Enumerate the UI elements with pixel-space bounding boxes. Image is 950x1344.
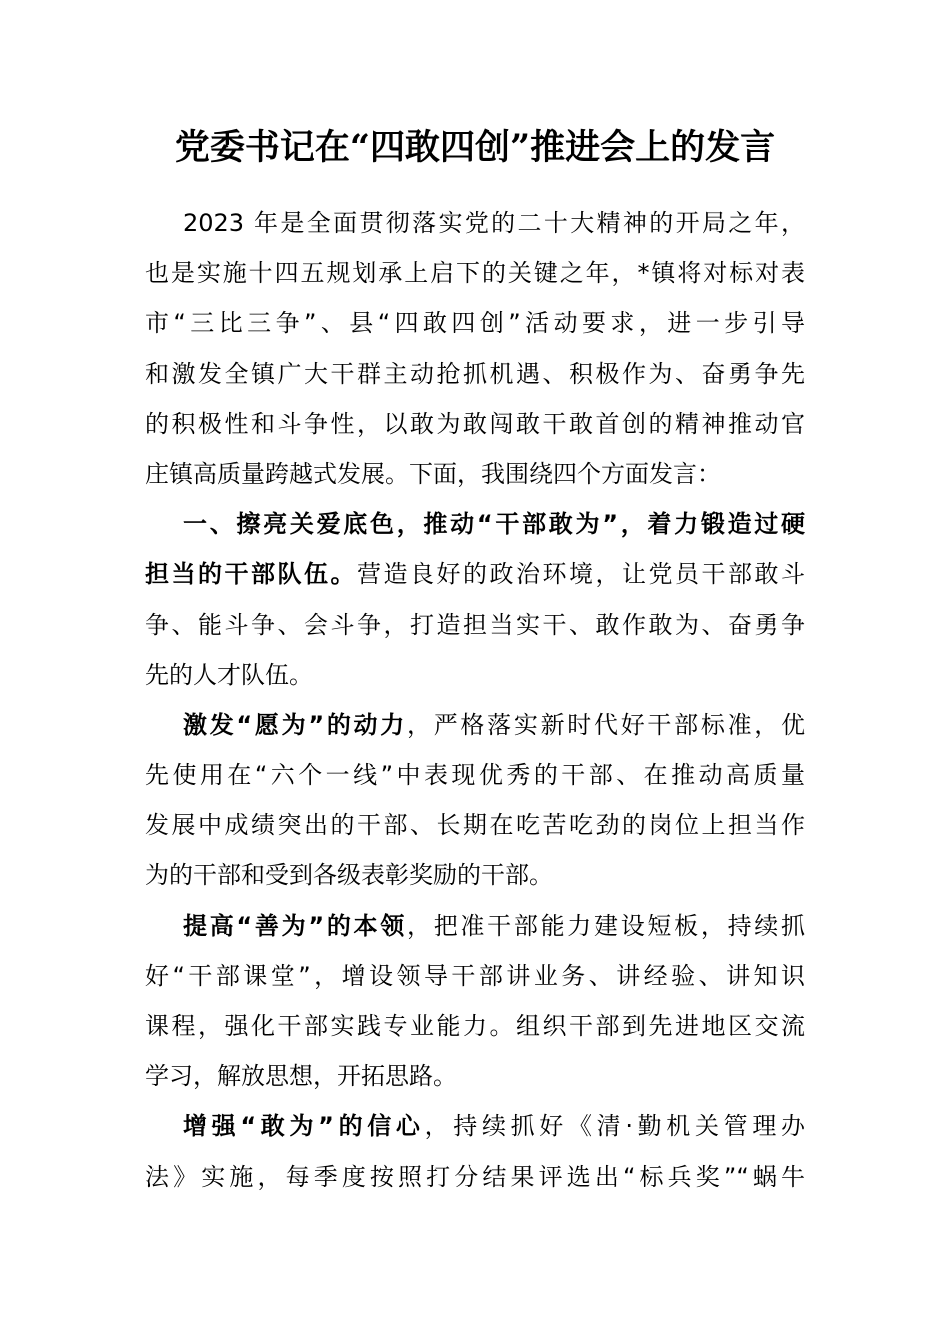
text-run: 学习，解放思想，开拓思路。 — [145, 1062, 457, 1091]
text-line — [145, 449, 805, 499]
text-line — [145, 1051, 805, 1101]
bold-text-run: 一、擦亮关爱底色，推动“干部敢为”，着力锻造过硬 — [183, 510, 805, 539]
text-run: 课程，强化干部实践专业能力。组织干部到先进地区交流 — [145, 1012, 805, 1040]
text-line — [145, 951, 805, 1001]
text-line — [145, 349, 805, 399]
text-run: ，把准干部能力建设短板，持续抓 — [407, 911, 805, 940]
text-line — [145, 248, 805, 298]
text-line — [145, 1152, 805, 1202]
text-line — [145, 600, 805, 650]
text-line — [145, 198, 805, 248]
text-run: ，持续抓好《清·勤机关管理办 — [424, 1112, 805, 1141]
bold-text-run: 提高“善为”的本领 — [183, 911, 407, 940]
text-line — [145, 850, 805, 900]
text-run: 好“干部课堂”，增设领导干部讲业务、讲经验、讲知识 — [145, 961, 805, 990]
text-run: 的积极性和斗争性，以敢为敢闯敢干敢首创的精神推动官 — [145, 409, 805, 438]
text-line — [145, 549, 805, 599]
text-line — [145, 499, 805, 549]
text-line — [145, 700, 805, 750]
bold-text-run: 增强“敢为”的信心 — [183, 1112, 425, 1141]
text-line — [145, 1101, 805, 1151]
text-line — [145, 901, 805, 951]
text-run: 先使用在“六个一线”中表现优秀的干部、在推动高质量 — [145, 761, 805, 790]
document-title: 党委书记在“四敢四创”推进会上的发言 — [174, 127, 776, 168]
text-run: 法》实施，每季度按照打分结果评选出“标兵奖”“蜗牛 — [145, 1162, 805, 1191]
text-line — [145, 298, 805, 348]
text-run: 争、能斗争、会斗争，打造担当实干、敢作敢为、奋勇争 — [145, 610, 805, 639]
bold-text-run: 担当的干部队伍。 — [145, 560, 357, 589]
document-body — [145, 198, 805, 1202]
text-run: 和激发全镇广大干群主动抢抓机遇、积极作为、奋勇争先 — [145, 359, 805, 388]
text-line — [145, 800, 805, 850]
text-run: 发展中成绩突出的干部、长期在吃苦吃劲的岗位上担当作 — [145, 811, 805, 840]
text-run: 营造良好的政治环境，让党员干部敢斗 — [357, 560, 805, 589]
text-run: ，严格落实新时代好干部标准，优 — [407, 710, 805, 739]
bold-text-run: 激发“愿为”的动力 — [183, 710, 407, 739]
text-line — [145, 650, 805, 700]
text-line — [145, 399, 805, 449]
text-run: 先的人才队伍。 — [145, 660, 313, 689]
text-run: 市“三比三争”、县“四敢四创”活动要求，进一步引导 — [145, 309, 805, 338]
text-line — [145, 750, 805, 800]
text-run: 2023 年是全面贯彻落实党的二十大精神的开局之年， — [183, 209, 805, 237]
text-run: 庄镇高质量跨越式发展。下面，我围绕四个方面发言： — [145, 459, 721, 488]
text-run: 也是实施十四五规划承上启下的关键之年，*镇将对标对表 — [145, 259, 805, 288]
text-run: 为的干部和受到各级表彰奖励的干部。 — [145, 861, 553, 890]
text-line — [145, 1001, 805, 1051]
